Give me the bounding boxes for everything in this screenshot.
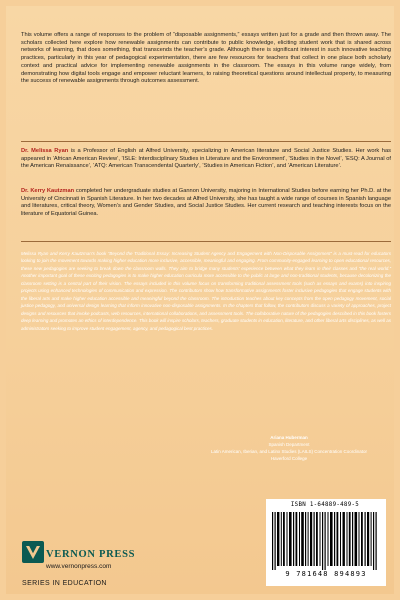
author-bio-text: completed her undergraduate studies at Gannon University, majoring in International Studies before earning her Ph.D. at the University of Cincinnati in Spanish Literature. In her two decades at Alfred University, she has taught a wide range of courses in Spanish language and literatures, critical theory, Women’s and Gender Studies, and Social Justice Studies. Her current research and teaching interests focus on the literature of Equatorial Guinea. [21, 188, 391, 218]
reviewer-name: Ariana Huberman [270, 435, 308, 440]
book-description: This volume offers a range of responses to the problem of “disposable assignments,” essays written just for a grade and then thrown away. The scholars collected here explore how renewable assignments can contribute to public knowledge, eliciting student work that is shared across networks of learning, that does something, that transcends the teacher’s grade. Although there is significant interest in such innovative teaching practices, particularly in this year of pedagogical experimentation, there are few resources for teachers that collect in one place both scholarly context and practical advice for implementing renewable assignments in the classroom. The essays in this volume range widely, from demonstrating how digital tools engage and empower reluctant learners, to raising theoretical questions around intellectual property, to measuring the success of renewable assignments through outcomes assessment. [21, 32, 391, 85]
barcode-number: 9 781648 894893 [285, 570, 367, 578]
review-quote: Melissa Ryan and Kerry Kautzman’s book “Beyond the Traditional Essay: Increasing Student Agency and Engagement with Non-Disposable Assignment” is a must-read for educators looking to join the movement towards making higher education more inclusive, accessible, meaningful and engaging. From community-engaged learning to open educational resources, these new pedagogies are seeking to break down the classroom walls. They aim to bridge many students’ experience between what they learn in their classes and “the real world.” Another important goal of these exciting pedagogies is to make higher education curricula more accessible to the public at large and non-traditional students, because decolonizing the classroom setting is a central part of their vision. The essays included in this volume focus on transforming traditional assessment tools (such as essays and exams) into inspiring projects using enhanced technologies of communication and expression. The contributors show how transformative assignments foster inclusive pedagogies that engage students with the liberal arts and make higher education accessible and meaningful beyond the classroom. The introduction teaches about key concepts from the open pedagogy movement, social justice pedagogy, and universal design learning that inform innovative non-disposable assignments. In the chapters that follow, the contributors discuss a variety of approaches, project designs and resources that invoke podcasts, web resources, international collaborations, and assessment tools. The collaborative nature of the pedagogies described in this book fosters deep learning and promotes an ethics of interdependence. This book will inspire scholars, teachers, graduate students in education, literature, and other liberal arts disciplines, as well as administrators seeking to improve student engagement, agency, and pedagogical best practices. [21, 251, 391, 331]
divider-top [21, 141, 391, 142]
publisher-name: VERNON PRESS [46, 549, 136, 560]
barcode-box [266, 499, 386, 586]
author-bio-text: is a Professor of English at Alfred University, specializing in American literature and Social Justice Studies. Her work has appeared in ‘African American Review’, ‘ISLE: Interdisciplinary Studies in Literature and the Environment’, ‘Studies in the Novel’, ‘ESQ: A Journal of the American Renaissance’, ‘ATQ: American Transcendental Quarterly’, ‘Studies in American Fiction’, and ‘American Literature’. [21, 148, 391, 170]
author-name: Dr. Melissa Ryan [21, 148, 69, 154]
back-cover [6, 6, 394, 594]
author-bio-kautzman [21, 188, 391, 219]
barcode-icon [268, 512, 384, 570]
divider-bottom [21, 241, 391, 242]
reviewer-affiliation: Spanish Department [268, 442, 310, 447]
reviewer-affiliation: Haverford College [270, 456, 308, 461]
reviewer-attribution [199, 434, 379, 462]
vernon-press-v-logo-icon [22, 541, 44, 568]
isbn-label: ISBN 1-64889-489-5 [290, 502, 360, 508]
author-name: Dr. Kerry Kautzman [21, 188, 75, 194]
series-name: SERIES IN EDUCATION [22, 580, 107, 587]
author-bio-ryan [21, 148, 391, 171]
publisher-url[interactable]: www.vernonpress.com [46, 563, 112, 570]
reviewer-affiliation: Latin American, Iberian, and Latinx Studies (LAILS) Concentration Coordinator [210, 449, 368, 454]
